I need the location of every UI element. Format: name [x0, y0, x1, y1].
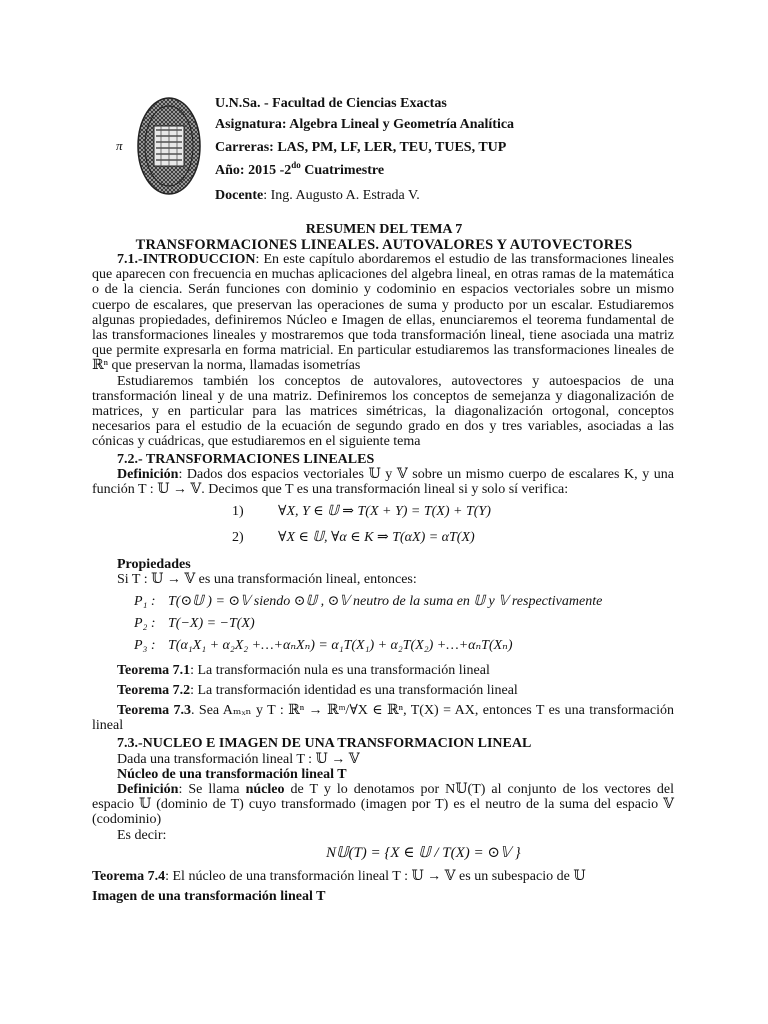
- anio-value: : 2015 -2: [239, 163, 292, 178]
- docente-value: : Ing. Augusto A. Estrada V.: [263, 188, 420, 203]
- theorem-7-3-label: Teorema 7.3: [117, 703, 192, 719]
- definition-text: : Dados dos espacios vectoriales 𝕌 y 𝕍 sobre un mismo cuerpo de escalares K, y una función T : 𝕌 → 𝕍. Decimos que T es una transformación lineal si y solo sí verifica:: [92, 466, 674, 498]
- propiedades-heading: Propiedades: [117, 557, 191, 573]
- theorem-7-2-text: : La transformación identidad es una transformación lineal: [190, 682, 518, 698]
- property-1: [92, 591, 674, 613]
- anio-tail: Cuatrimestre: [300, 163, 385, 178]
- condition-1-number: 1): [232, 504, 244, 520]
- section-7-1-heading: 7.1.-INTRODUCCION: [117, 252, 256, 267]
- asignatura-label: Asignatura: [215, 117, 282, 132]
- carreras-label: Carreras: [215, 140, 270, 155]
- nucleo-heading: Núcleo de una transformación lineal T: [117, 766, 347, 782]
- condition-2-formula: ∀X ∈ 𝕌, ∀α ∈ K ⇒ T(αX) = αT(X): [278, 530, 475, 546]
- intro-text: : En este capítulo abordaremos el estudio de las transformaciones lineales que aparecen con frecuencia en muchas aplicaciones del algebra lineal, en otras ramas de la matemática o de la ciencia. Serán funciones con dominio y codominio en espacios vectoriales sobre un mismo cuerpo de escalares, que preservan las operaciones de suma y producto por un escalar. Estudiaremos algunas propiedades, definiremos Núcleo e Imagen de ellas, enunciaremos el teorema fundamental de las transformaciones lineales y mostraremos que toda transformación lineal, tiene asociada una matriz que permite expresarla en forma matricial. En particular estudiaremos las transformaciones lineales de ℝⁿ que preservan la norma, llamadas isometrías: [92, 252, 674, 374]
- condition-2: [92, 527, 674, 549]
- header-anio: [215, 160, 385, 178]
- theorem-7-2: [92, 683, 674, 698]
- document-titles: [112, 222, 656, 253]
- intro-paragraph: [92, 252, 674, 374]
- property-2: [92, 613, 674, 635]
- propiedades-intro: Si T : 𝕌 → 𝕍 es una transformación lineal, entonces:: [117, 572, 417, 588]
- theorem-7-4: [92, 869, 674, 884]
- theorem-7-3: [92, 703, 674, 733]
- anio-label: Año: [215, 163, 240, 178]
- nucleo-definition: [92, 782, 674, 828]
- es-decir: Es decir:: [117, 827, 167, 843]
- docente-label: Docente: [215, 188, 264, 203]
- nucleo-definition-label: Definición: [117, 782, 179, 798]
- header-institution: U.N.Sa. - Facultad de Ciencias Exactas: [215, 96, 447, 111]
- university-logo: [136, 96, 202, 196]
- theorem-7-3-text: . Sea Aₘₓₙ y T : ℝⁿ → ℝᵐ/∀X ∈ ℝⁿ, T(X) = AX, entonces T es una transformación lineal: [92, 703, 675, 734]
- asignatura-value: : Algebra Lineal y Geometría Analítica: [281, 117, 515, 132]
- imagen-heading: Imagen de una transformación lineal T: [92, 889, 326, 905]
- header-docente: [215, 188, 420, 203]
- definition-label: Definición: [117, 466, 179, 482]
- nucleo-definition-text-b: de T y lo denotamos por N𝕌(T) al conjunto de los vectores del espacio 𝕌 (dominio de T) cuyo transformado (imagen por T) es el neutro de la suma del espacio 𝕍 (codominio): [92, 782, 674, 828]
- condition-1-formula: ∀X, Y ∈ 𝕌 ⇒ T(X + Y) = T(X) + T(Y): [278, 504, 491, 520]
- property-3: [92, 635, 674, 657]
- theorem-7-1: [92, 663, 674, 678]
- theorem-7-4-label: Teorema 7.4: [92, 868, 166, 884]
- property-3-text: T(α₁X₁ + α₂X₂ +…+αₙXₙ) = α₁T(X₁) + α₂T(X₂) +…+αₙT(Xₙ): [168, 637, 513, 653]
- title-tema: TRANSFORMACIONES LINEALES. AUTOVALORES Y AUTOVECTORES: [135, 236, 633, 253]
- property-1-label: P₁ :: [134, 593, 156, 609]
- condition-1: [92, 501, 674, 523]
- carreras-value: : LAS, PM, LF, LER, TEU, TUES, TUP: [269, 140, 507, 155]
- pi-symbol: π: [116, 138, 123, 153]
- header-carreras: [215, 140, 506, 155]
- nucleo-formula: N𝕌(T) = {X ∈ 𝕌 / T(X) = ⊙𝕍 }: [326, 844, 521, 861]
- section-7-2-heading: 7.2.- TRANSFORMACIONES LINEALES: [117, 451, 375, 467]
- nucleo-formula-line: [92, 843, 674, 867]
- theorem-7-1-label: Teorema 7.1: [117, 662, 191, 678]
- property-2-label: P₂ :: [134, 615, 156, 631]
- property-1-text: T(⊙𝕌 ) = ⊙𝕍 siendo ⊙𝕌 , ⊙𝕍 neutro de la suma en 𝕌 y 𝕍 respectivamente: [168, 593, 603, 609]
- section-7-3-intro: Dada una transformación lineal T : 𝕌 → 𝕍: [117, 751, 360, 767]
- definition-paragraph: [92, 467, 674, 497]
- property-2-text: T(−X) = −T(X): [168, 615, 255, 631]
- theorem-7-4-text: : El núcleo de una transformación lineal T : 𝕌 → 𝕍 es un subespacio de 𝕌: [165, 868, 586, 884]
- theorem-7-2-label: Teorema 7.2: [117, 682, 191, 698]
- theorem-7-1-text: : La transformación nula es una transformación lineal: [190, 662, 490, 678]
- anio-sup: do: [291, 160, 301, 170]
- section-7-3-heading: 7.3.-NUCLEO E IMAGEN DE UNA TRANSFORMACION LINEAL: [117, 736, 532, 752]
- title-resumen: RESUMEN DEL TEMA 7: [305, 222, 463, 237]
- intro-paragraph-2: Estudiaremos también los conceptos de autovalores, autovectores y autoespacios de una transformación lineal y de una matriz. Definiremos los conceptos de semejanza y diagonalización de matrices, y en particular para las matrices simétricas, la diagonalización ortogonal, conceptos necesarios para el estudio de la ecuación de segundo grado en dos y tres variables, asociadas a las cónicas y cuádricas, que estudiaremos en el siguiente tema: [92, 373, 674, 450]
- document-body: [92, 252, 674, 904]
- condition-2-number: 2): [232, 530, 244, 546]
- nucleo-bold-word: núcleo: [245, 782, 285, 798]
- property-3-label: P₃ :: [134, 637, 156, 653]
- header-asignatura: [215, 117, 514, 132]
- nucleo-definition-text-a: : Se llama: [178, 782, 246, 798]
